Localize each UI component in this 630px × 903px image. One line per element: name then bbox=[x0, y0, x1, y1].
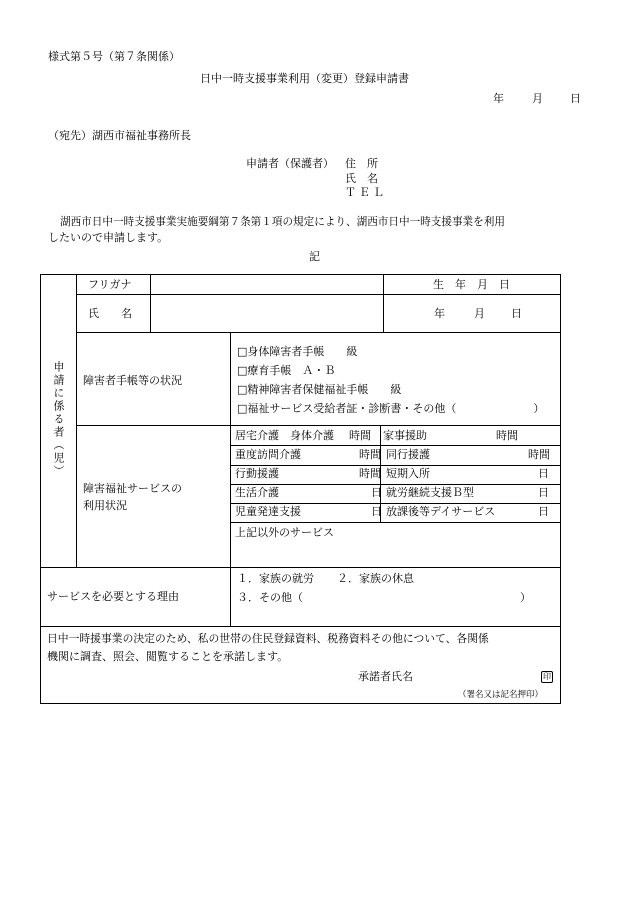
signature-note: （署名又は記名押印） bbox=[458, 690, 544, 700]
application-table bbox=[40, 274, 561, 704]
furigana-label: フリガナ bbox=[88, 278, 132, 291]
ki-label: 記 bbox=[309, 250, 320, 263]
service-behavior-unit: 時間 bbox=[359, 467, 381, 480]
service-short-stay-unit: 日 bbox=[538, 467, 549, 480]
service-accompany-unit: 時間 bbox=[528, 448, 550, 461]
subject-person-label: 申請に係る者（児） bbox=[52, 361, 65, 478]
service-status-label-1: 障害福祉サービスの bbox=[83, 482, 182, 495]
form-number: 様式第５号（第７条関係） bbox=[48, 50, 180, 63]
birth-day: 日 bbox=[511, 307, 522, 320]
service-life-care: 生活介護 bbox=[235, 486, 279, 499]
date-month: 月 bbox=[532, 92, 543, 105]
addressee: （宛先）湖西市福祉事務所長 bbox=[48, 129, 191, 142]
service-housework-unit: 時間 bbox=[496, 429, 518, 442]
service-housework: 家事援助 bbox=[383, 429, 427, 442]
applicant-address-label: 住 所 bbox=[345, 157, 378, 170]
service-after-school: 放課後等デイサービス bbox=[386, 505, 496, 518]
body-text-line-2: したいので申請します。 bbox=[48, 231, 169, 244]
applicant-name-label: 氏 名 bbox=[345, 172, 378, 185]
furigana-field[interactable] bbox=[151, 276, 382, 293]
service-home-care-unit: 時間 bbox=[349, 429, 371, 442]
service-child-dev: 児童発達支援 bbox=[235, 505, 301, 518]
consent-text-line-2: 機関に調査、照会、閲覧することを承諾します。 bbox=[47, 650, 289, 663]
service-other-label: 上記以外のサービス bbox=[235, 526, 334, 539]
service-after-school-unit: 日 bbox=[538, 505, 549, 518]
date-day: 日 bbox=[570, 92, 581, 105]
service-severe-visit-unit: 時間 bbox=[359, 448, 381, 461]
service-employment-b-unit: 日 bbox=[538, 486, 549, 499]
body-text-line-1: 湖西市日中一時支援事業実施要綱第７条第１項の規定により、湖西市日中一時支援事業を利用 bbox=[60, 216, 505, 228]
service-behavior: 行動援護 bbox=[235, 467, 279, 480]
applicant-label: 申請者（保護者） bbox=[246, 157, 334, 170]
reason-option-work[interactable]: １．家族の就労 bbox=[237, 572, 314, 585]
service-short-stay: 短期入所 bbox=[386, 467, 430, 480]
reason-label: サービスを必要とする理由 bbox=[47, 590, 179, 603]
applicant-tel-label: ＴＥＬ bbox=[345, 186, 387, 199]
handbook-option-ryoiku[interactable]: □療育手帳 Ａ・Ｂ bbox=[237, 364, 336, 377]
consenter-name-label: 承諾者氏名 bbox=[358, 670, 413, 683]
birth-year: 年 bbox=[434, 307, 445, 320]
handbook-option-mental[interactable]: □精神障害者保健福祉手帳 級 bbox=[237, 383, 402, 396]
birth-month: 月 bbox=[474, 307, 485, 320]
consent-text-line-1: 日中一時援事業の決定のため、私の世帯の住民登録資料、税務資料その他について、各関係 bbox=[47, 632, 489, 645]
seal-mark: 印 bbox=[543, 672, 551, 681]
name-field[interactable] bbox=[151, 296, 382, 331]
service-severe-visit: 重度訪問介護 bbox=[235, 448, 301, 461]
handbook-option-physical[interactable]: □身体障害者手帳 級 bbox=[237, 345, 358, 358]
service-accompany: 同行援護 bbox=[386, 448, 430, 461]
date-year: 年 bbox=[493, 92, 504, 105]
birthdate-label: 生 年 月 日 bbox=[433, 278, 510, 291]
service-status-label-2: 利用状況 bbox=[83, 499, 127, 512]
service-life-care-unit: 日 bbox=[371, 486, 382, 499]
handbook-status-label: 障害者手帳等の状況 bbox=[83, 374, 182, 387]
form-title: 日中一時支援事業利用（変更）登録申請書 bbox=[200, 72, 409, 85]
reason-option-other[interactable]: ３．その他（ bbox=[237, 591, 303, 604]
reason-option-rest[interactable]: ２．家族の休息 bbox=[337, 572, 414, 585]
service-home-care: 居宅介護 身体介護 bbox=[235, 429, 334, 442]
service-employment-b: 就労継続支援Ｂ型 bbox=[386, 486, 474, 499]
handbook-option-other[interactable]: □福祉サービス受給者証・診断書・その他（ ） bbox=[237, 402, 545, 415]
service-child-dev-unit: 日 bbox=[371, 505, 382, 518]
name-label: 氏 名 bbox=[88, 307, 132, 320]
reason-other-close: ） bbox=[520, 591, 531, 604]
